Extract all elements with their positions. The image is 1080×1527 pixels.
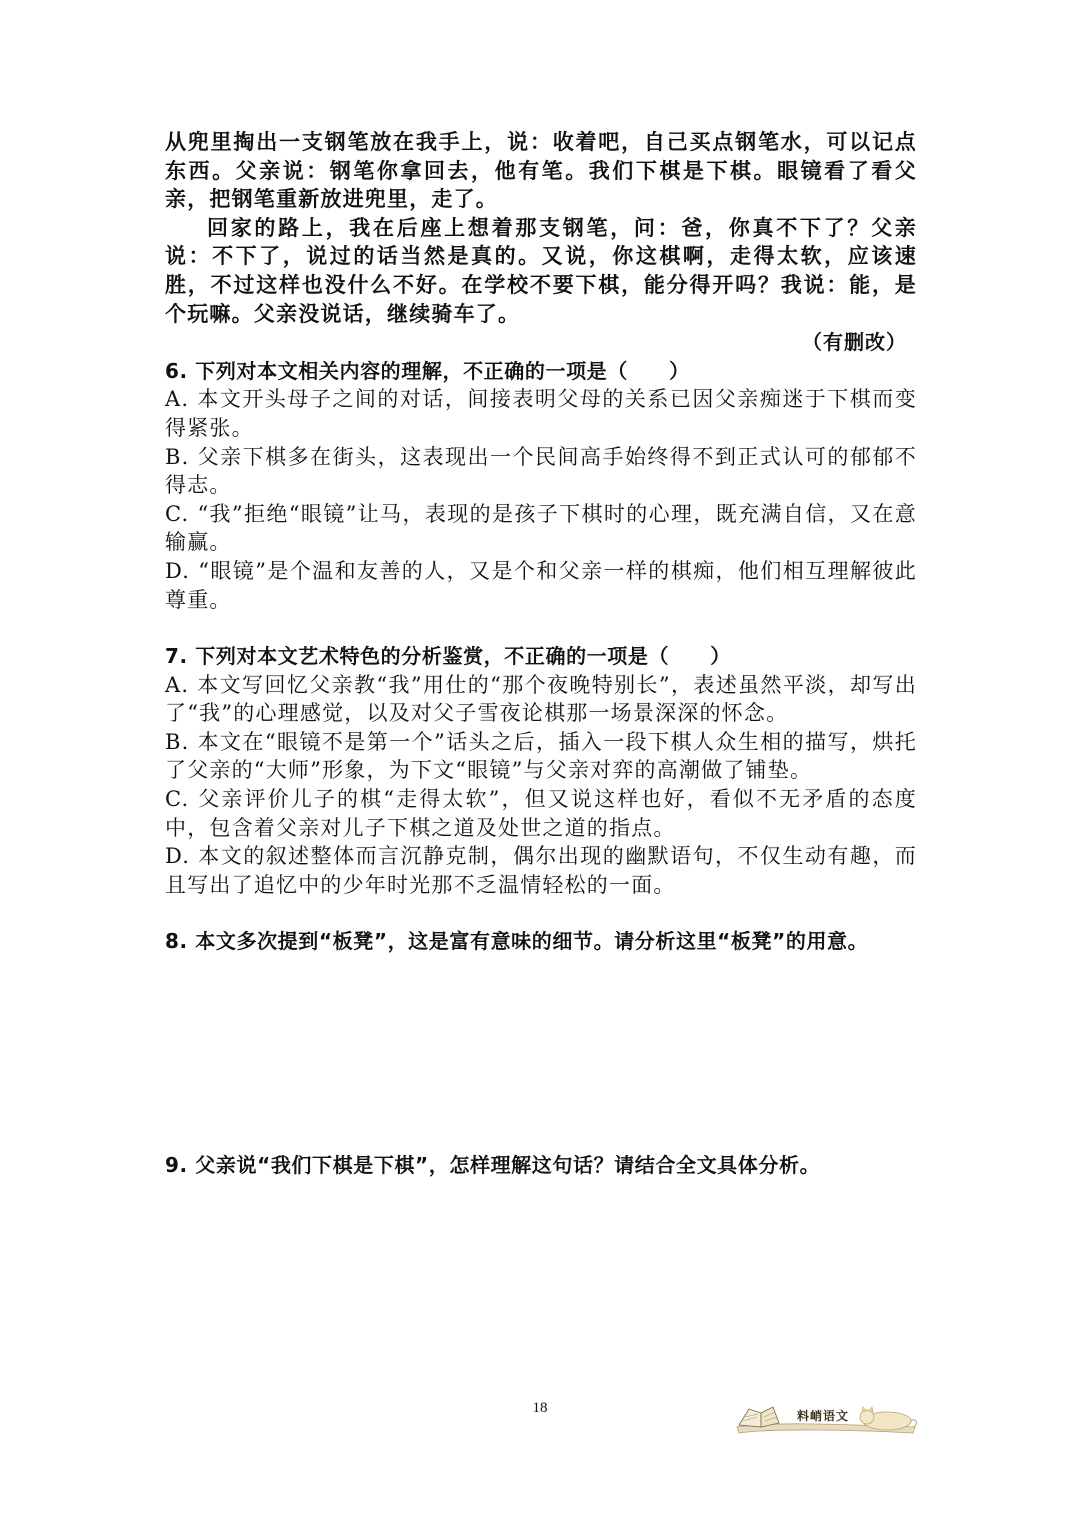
question-6-option-c: C. “我”拒绝“眼镜”让马，表现的是孩子下棋时的心理，既充满自信，又在意输赢。 xyxy=(165,501,917,555)
page-content xyxy=(165,128,917,1180)
question-7-option-a: A. 本文写回忆父亲教“我”用仕的“那个夜晚特别长”，表述虽然平淡，却写出了“我”的心理感觉，以及对父子雪夜论棋那一场景深深的怀念。 xyxy=(165,672,917,726)
question-7-option-b: B. 本文在“眼镜不是第一个”话头之后，插入一段下棋人众生相的描写，烘托了父亲的“大师”形象，为下文“眼镜”与父亲对弈的高潮做了铺垫。 xyxy=(165,729,917,783)
question-6-option-a: A. 本文开头母子之间的对话，间接表明父母的关系已因父亲痴迷于下棋而变得紧张。 xyxy=(165,387,917,440)
passage-paragraph-2: 回家的路上，我在后座上想着那支钢笔，问：爸，你真不下了？父亲说：不下了，说过的话当然是真的。又说，你这棋啊，走得太软，应该速胜，不过这样也没什么不好。在学校不要下棋，能分得开吗？我说：能，是个玩嘛。父亲没说话，继续骑车了。 xyxy=(165,214,917,326)
spacer xyxy=(165,614,917,642)
logo-text: 料峭语文 xyxy=(797,1409,850,1423)
page-number: 18 xyxy=(532,1400,548,1416)
question-7-option-c: C. 父亲评价儿子的棋“走得太软”，但又说这样也好，看似不无矛盾的态度中，包含着父亲对儿子下棋之道及处世之道的指点。 xyxy=(165,787,917,840)
source-note: （有删改） xyxy=(802,330,907,355)
spacer xyxy=(165,899,917,927)
answer-space-8 xyxy=(165,956,917,1151)
question-6-option-b: B. 父亲下棋多在街头，这表现出一个民间高手始终得不到正式认可的郁郁不得志。 xyxy=(165,444,917,498)
question-6-stem: 6. 下列对本文相关内容的理解，不正确的一项是（ ） xyxy=(165,358,690,383)
passage-paragraph-1: 从兜里掏出一支钢笔放在我手上，说：收着吧，自己买点钢笔水，可以记点东西。父亲说：钢笔你拿回去，他有笔。我们下棋是下棋。眼镜看了看父亲，把钢笔重新放进兜里，走了。 xyxy=(165,129,917,212)
question-7-stem: 7. 下列对本文艺术特色的分析鉴赏，不正确的一项是（ ） xyxy=(165,644,731,669)
question-8-stem: 8. 本文多次提到“板凳”，这是富有意味的细节。请分析这里“板凳”的用意。 xyxy=(165,929,869,954)
question-6-option-d: D. “眼镜”是个温和友善的人，又是个和父亲一样的棋痴，他们相互理解彼此尊重。 xyxy=(165,558,917,612)
question-9-stem: 9. 父亲说“我们下棋是下棋”，怎样理解这句话？请结合全文具体分析。 xyxy=(165,1153,821,1178)
question-7-option-d: D. 本文的叙述整体而言沉静克制，偶尔出现的幽默语句，不仅生动有趣，而且写出了追忆中的少年时光那不乏温情轻松的一面。 xyxy=(165,844,917,897)
brand-logo xyxy=(735,1397,920,1437)
